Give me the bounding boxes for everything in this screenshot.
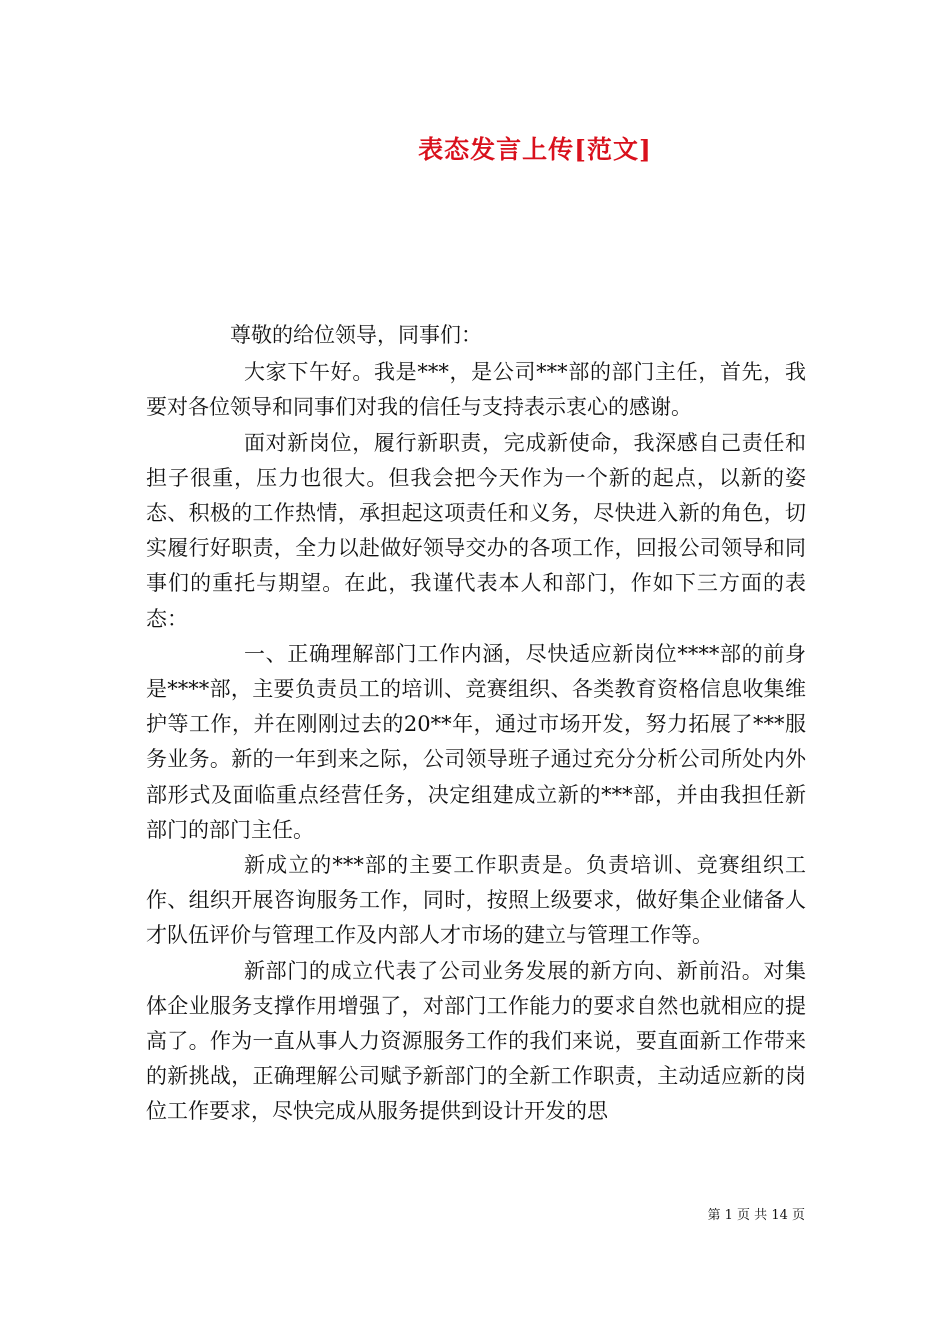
paragraph: 面对新岗位，履行新职责，完成新使命，我深感自己责任和担子很重，压力也很大。但我会把今天作为一个新的起点，以新的姿态、积极的工作热情，承担起这项责任和义务，尽快进入新的角色，切实履行好职责，全力以赴做好领导交办的各项工作，回报公司领导和同事们的重托与期望。在此，我谨代表本人和部门，作如下三方面的表态： xyxy=(146,430,806,631)
salutation: 尊敬的给位领导，同事们： xyxy=(230,323,482,347)
paragraph: 新部门的成立代表了公司业务发展的新方向、新前沿。对集体企业服务支撑作用增强了，对部门工作能力的要求自然也就相应的提高了。作为一直从事人力资源服务工作的我们来说，要直面新工作带来的新挑战，正确理解公司赋予新部门的全新工作职责，主动适应新的岗位工作要求，尽快完成从服务提供到设计开发的思 xyxy=(146,958,806,1124)
document-body xyxy=(146,318,806,1130)
document-title: 表态发言上传[范文] xyxy=(418,135,652,164)
paragraph: 新成立的***部的主要工作职责是。负责培训、竞赛组织工作、组织开展咨询服务工作，同时，按照上级要求，做好集企业储备人才队伍评价与管理工作及内部人才市场的建立与管理工作等。 xyxy=(146,853,806,948)
page-number-footer: 第 1 页 共 14 页 xyxy=(707,1208,805,1223)
paragraph: 一、正确理解部门工作内涵，尽快适应新岗位****部的前身是****部，主要负责员工的培训、竞赛组织、各类教育资格信息收集维护等工作，并在刚刚过去的20**年，通过市场开发，努力拓展了***服务业务。新的一年到来之际，公司领导班子通过充分分析公司所处内外部形式及面临重点经营任务，决定组建成立新的***部，并由我担任新部门的部门主任。 xyxy=(146,641,806,842)
paragraph: 大家下午好。我是***，是公司***部的部门主任，首先，我要对各位领导和同事们对我的信任与支持表示衷心的感谢。 xyxy=(146,360,806,420)
